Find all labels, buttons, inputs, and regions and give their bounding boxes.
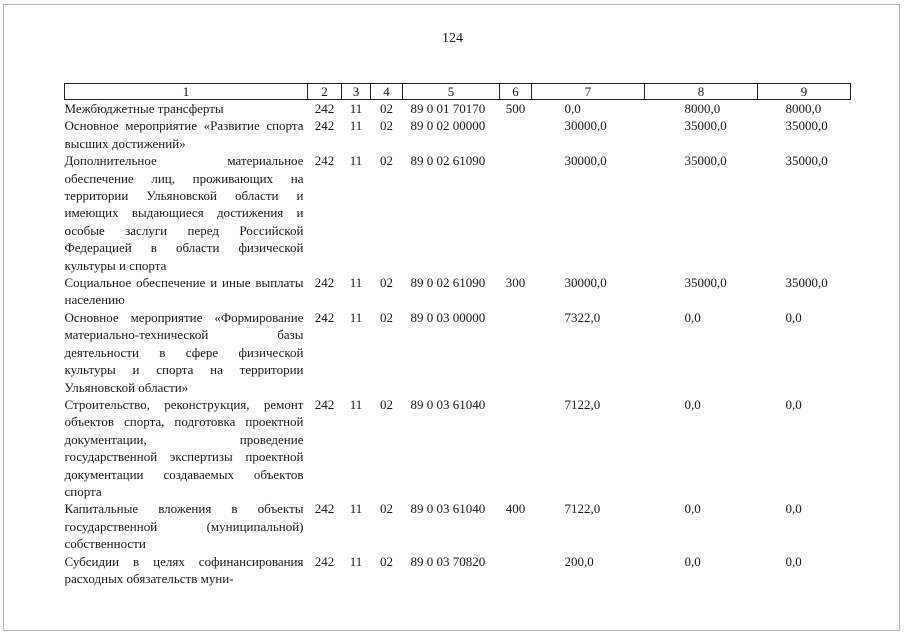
- row-value-7: 7122,0: [564, 396, 601, 412]
- row-name: Основное мероприятие «Развитие спорта высших достижений»: [64, 118, 304, 151]
- row-code-6: [500, 553, 532, 588]
- row-value-7: 30000,0: [564, 275, 607, 291]
- row-name: Основное мероприятие «Формирование материально-технической базы деятельности в сфере физической культуры и спорта на территории Ульяновской области»: [64, 309, 304, 395]
- table-row: [65, 117, 851, 152]
- row-code-5: 89 0 03 00000: [410, 309, 486, 325]
- row-code-4: 02: [380, 118, 393, 134]
- table-row: [65, 396, 851, 500]
- row-code-3: 11: [349, 118, 363, 134]
- row-code-3: 11: [349, 101, 363, 116]
- row-value-9: 0,0: [785, 396, 802, 412]
- row-value-8: 0,0: [684, 396, 701, 412]
- row-code-4: 02: [380, 101, 393, 116]
- row-code-4: 02: [380, 275, 393, 291]
- row-value-8: 0,0: [684, 553, 701, 569]
- row-code-6: 300: [505, 275, 526, 291]
- col-header-3: 3: [342, 84, 371, 100]
- row-value-8: 8000,0: [684, 101, 721, 116]
- table-row: [65, 274, 851, 309]
- row-code-6: 400: [505, 501, 526, 517]
- row-code-2: 242: [314, 101, 335, 116]
- col-header-4: 4: [371, 84, 403, 100]
- row-code-6: [500, 396, 532, 500]
- row-code-2: 242: [314, 118, 335, 134]
- col-header-2: 2: [308, 84, 342, 100]
- table-row: [65, 100, 851, 118]
- row-code-5: 89 0 02 61090: [410, 275, 486, 291]
- row-name: Социальное обеспечение и иные выплаты населению: [64, 275, 304, 308]
- row-code-4: 02: [380, 396, 393, 412]
- table-row: [65, 152, 851, 274]
- row-name: Капитальные вложения в объекты государственной (муниципальной) собственности: [64, 501, 304, 552]
- row-value-9: 35000,0: [785, 153, 828, 169]
- row-code-2: 242: [314, 309, 335, 325]
- row-name: Дополнительное материальное обеспечение лиц, проживающих на территории Ульяновской области и имеющих выдающиеся достижения и особые заслуги перед Российской Федерацией в области физической культуры и спорта: [64, 153, 304, 273]
- row-value-9: 0,0: [785, 553, 802, 569]
- row-code-3: 11: [349, 153, 363, 169]
- row-code-6: [500, 152, 532, 274]
- row-code-2: 242: [314, 153, 335, 169]
- row-value-7: 200,0: [564, 553, 594, 569]
- row-code-3: 11: [349, 553, 363, 569]
- row-code-6: 500: [505, 101, 526, 116]
- col-header-9: 9: [758, 84, 851, 100]
- row-value-8: 35000,0: [684, 153, 727, 169]
- row-value-9: 0,0: [785, 501, 802, 517]
- row-value-7: 0,0: [564, 101, 581, 116]
- header-row: [65, 84, 851, 100]
- budget-table: [64, 83, 851, 587]
- row-value-7: 7122,0: [564, 501, 601, 517]
- row-value-9: 0,0: [785, 309, 802, 325]
- row-code-5: 89 0 01 70170: [410, 101, 486, 116]
- row-code-2: 242: [314, 553, 335, 569]
- row-name: Межбюджетные трансферты: [64, 101, 224, 116]
- row-code-3: 11: [349, 501, 363, 517]
- col-header-7: 7: [532, 84, 645, 100]
- row-code-6: [500, 309, 532, 396]
- col-header-6: 6: [500, 84, 532, 100]
- row-code-6: [500, 117, 532, 152]
- row-value-9: 35000,0: [785, 275, 828, 291]
- row-code-5: 89 0 03 70820: [410, 553, 486, 569]
- row-code-4: 02: [380, 153, 393, 169]
- row-value-8: 0,0: [684, 309, 701, 325]
- row-value-7: 30000,0: [564, 153, 607, 169]
- row-code-5: 89 0 03 61040: [410, 501, 486, 517]
- row-code-4: 02: [380, 501, 393, 517]
- col-header-8: 8: [645, 84, 758, 100]
- row-code-5: 89 0 03 61040: [410, 396, 486, 412]
- row-code-2: 242: [314, 396, 335, 412]
- row-code-3: 11: [349, 396, 363, 412]
- page-number: 124: [442, 31, 463, 46]
- row-code-3: 11: [349, 275, 363, 291]
- row-code-4: 02: [380, 553, 393, 569]
- table-row: [65, 309, 851, 396]
- col-header-1: 1: [65, 84, 308, 100]
- row-name: Субсидии в целях софинансирования расходных обязательств муни-: [64, 553, 304, 586]
- row-value-8: 35000,0: [684, 275, 727, 291]
- row-code-4: 02: [380, 309, 393, 325]
- row-value-8: 0,0: [684, 501, 701, 517]
- row-code-5: 89 0 02 00000: [410, 118, 486, 134]
- row-code-3: 11: [349, 309, 363, 325]
- table-row: [65, 553, 851, 588]
- row-value-7: 30000,0: [564, 118, 607, 134]
- row-code-5: 89 0 02 61090: [410, 153, 486, 169]
- row-code-2: 242: [314, 275, 335, 291]
- row-value-7: 7322,0: [564, 309, 601, 325]
- row-name: Строительство, реконструкция, ремонт объектов спорта, подготовка проектной документации, проведение государственной экспертизы проектной документации создаваемых объектов спорта: [64, 396, 304, 499]
- col-header-5: 5: [403, 84, 500, 100]
- table-row: [65, 500, 851, 552]
- row-code-2: 242: [314, 501, 335, 517]
- row-value-9: 8000,0: [785, 101, 822, 116]
- row-value-8: 35000,0: [684, 118, 727, 134]
- row-value-9: 35000,0: [785, 118, 828, 134]
